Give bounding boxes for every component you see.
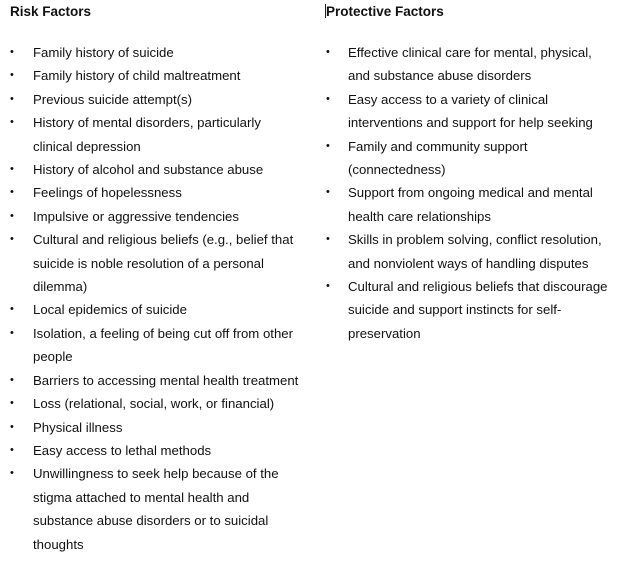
list-item — [10, 228, 300, 298]
list-item-text: Barriers to accessing mental health treatment — [33, 372, 299, 388]
bullet-icon: • — [10, 163, 14, 176]
list-item — [10, 462, 300, 556]
list-item-text: Previous suicide attempt(s) — [33, 91, 193, 107]
list-item — [10, 205, 300, 228]
protective-factors-heading — [325, 0, 610, 41]
bullet-icon: • — [10, 373, 14, 386]
list-item-text: Skills in problem solving, conflict resolution, and nonviolent ways of handling disputes — [348, 232, 602, 271]
risk-factors-title: Risk Factors — [10, 4, 92, 19]
list-item — [325, 275, 610, 345]
list-item — [10, 298, 300, 321]
bullet-icon: • — [326, 280, 330, 293]
bullet-icon: • — [326, 186, 330, 199]
list-item — [10, 88, 300, 111]
list-item-text: Family and community support (connectedness) — [348, 138, 528, 178]
protective-factors-column — [325, 0, 610, 345]
list-item-text: History of mental disorders, particularly clinical depression — [33, 115, 261, 154]
list-item-text: Cultural and religious beliefs (e.g., belief that suicide is noble resolution of a personal dilemma) — [33, 232, 294, 295]
list-item — [10, 322, 300, 369]
bullet-icon: • — [326, 233, 330, 246]
bullet-icon: • — [10, 397, 14, 410]
list-item — [325, 181, 610, 228]
list-item-text: Isolation, a feeling of being cut off from other people — [33, 325, 294, 365]
bullet-icon: • — [326, 139, 330, 152]
list-item — [10, 416, 300, 439]
risk-factors-list — [10, 41, 300, 556]
bullet-icon: • — [10, 209, 14, 222]
list-item — [10, 369, 300, 392]
list-item-text: Unwillingness to seek help because of the stigma attached to mental health and substance abuse disorders or to suicidal thoughts — [33, 466, 279, 552]
risk-factors-column — [10, 0, 300, 556]
list-item-text: Loss (relational, social, work, or financial) — [33, 396, 275, 412]
bullet-icon: • — [10, 92, 14, 105]
list-item-text: Support from ongoing medical and mental health care relationships — [348, 185, 593, 224]
list-item-text: Effective clinical care for mental, physical, and substance abuse disorders — [348, 45, 592, 84]
bullet-icon: • — [10, 186, 14, 199]
bullet-icon: • — [326, 46, 330, 58]
bullet-icon: • — [10, 467, 14, 480]
bullet-icon: • — [10, 233, 14, 246]
list-item — [10, 181, 300, 204]
bullet-icon: • — [326, 92, 330, 105]
list-item — [325, 41, 610, 88]
protective-factors-title: Protective Factors — [326, 4, 444, 19]
protective-factors-list — [325, 41, 610, 345]
bullet-icon: • — [10, 420, 14, 433]
list-item-text: Local epidemics of suicide — [33, 302, 187, 318]
list-item-text: History of alcohol and substance abuse — [33, 162, 264, 178]
bullet-icon: • — [10, 116, 14, 129]
list-item-text: Easy access to lethal methods — [33, 442, 212, 458]
list-item-text: Feelings of hopelessness — [33, 185, 182, 201]
bullet-icon: • — [10, 46, 14, 58]
list-item — [325, 228, 610, 275]
list-item — [10, 64, 300, 87]
list-item — [10, 41, 300, 64]
bullet-icon: • — [10, 69, 14, 82]
list-item-text: Impulsive or aggressive tendencies — [33, 208, 239, 224]
list-item — [10, 439, 300, 462]
list-item — [325, 135, 610, 182]
bullet-icon: • — [10, 443, 14, 456]
list-item — [10, 392, 300, 415]
list-item-text: Cultural and religious beliefs that discourage suicide and support instincts for self-preservation — [348, 279, 608, 341]
list-item — [10, 111, 300, 158]
list-item-text: Easy access to a variety of clinical interventions and support for help seeking — [348, 91, 593, 131]
list-item-text: Family history of child maltreatment — [33, 68, 241, 84]
bullet-icon: • — [10, 303, 14, 316]
bullet-icon: • — [10, 326, 14, 339]
list-item-text: Physical illness — [33, 419, 123, 435]
list-item — [10, 158, 300, 181]
list-item-text: Family history of suicide — [33, 45, 174, 60]
list-item — [325, 88, 610, 135]
